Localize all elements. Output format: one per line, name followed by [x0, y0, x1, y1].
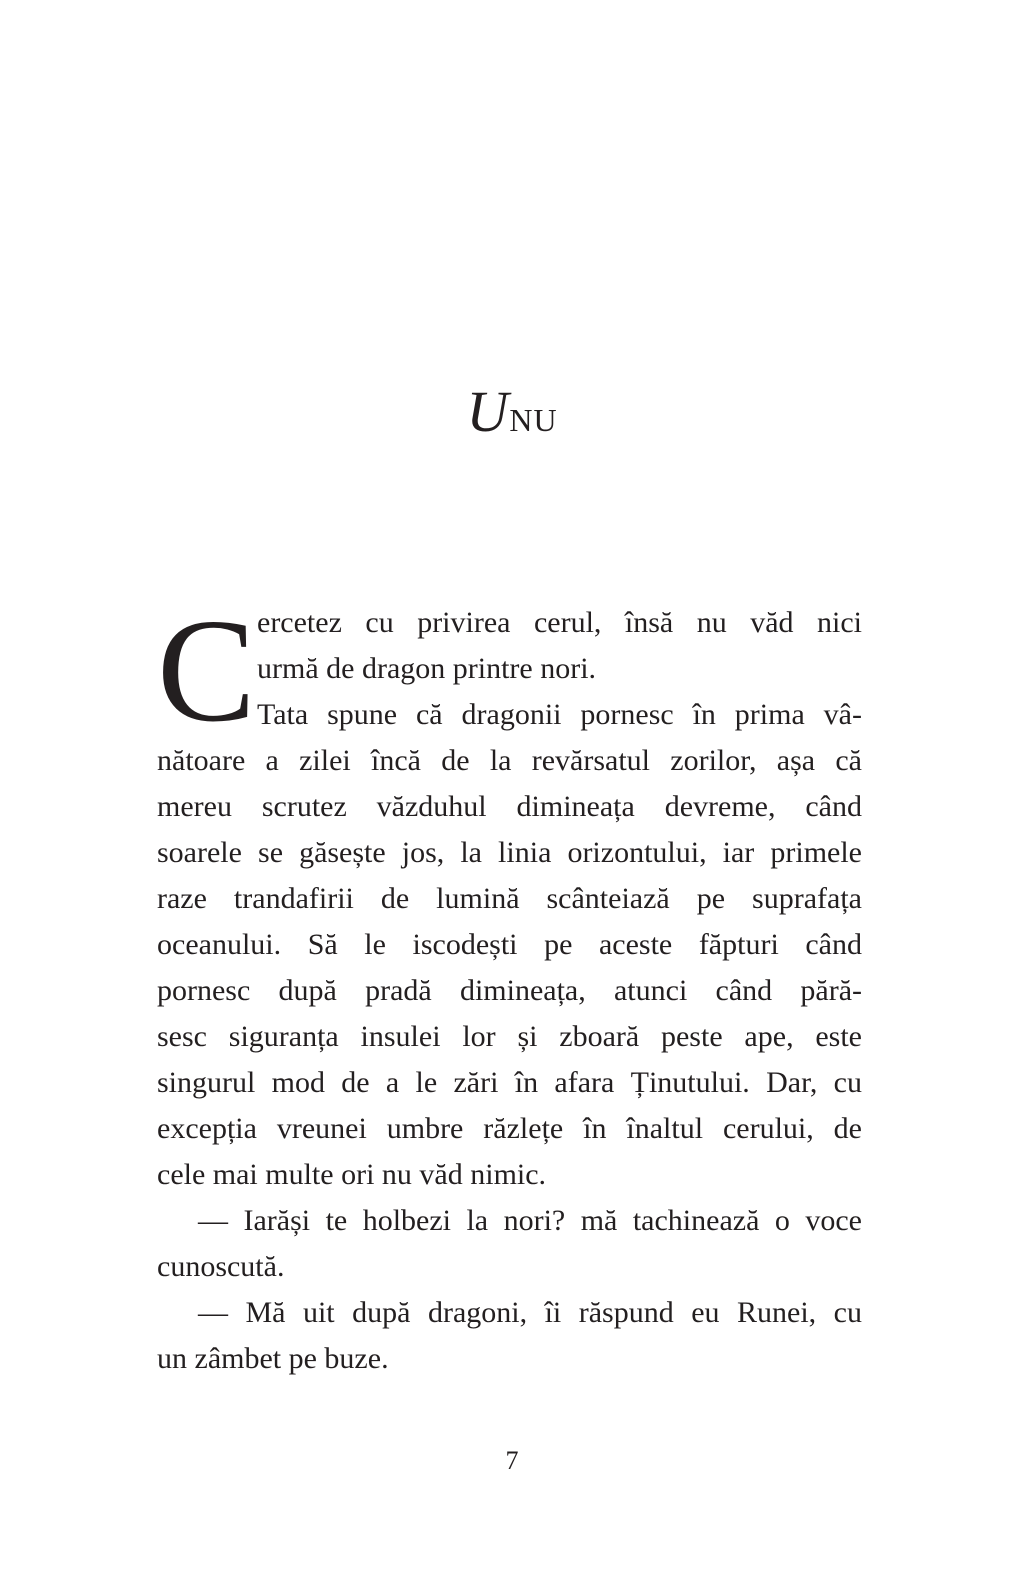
text-line: Tata spune că dragonii pornesc în prima vâ-	[257, 698, 862, 731]
text-line: ercetez cu privirea cerul, însă nu văd nici	[257, 606, 862, 639]
text-line: raze trandafirii de lumină scânteiază pe suprafața	[157, 882, 862, 915]
text-line: un zâmbet pe buze.	[157, 1342, 389, 1375]
text-line: soarele se găsește jos, la linia orizontului, iar primele	[157, 836, 862, 869]
chapter-title-rest: nu	[509, 390, 558, 441]
page-number: 7	[505, 1446, 519, 1475]
text-line: urmă de dragon printre nori.	[257, 652, 597, 685]
chapter-title-initial: U	[466, 379, 510, 444]
text-line: nătoare a zilei încă de la revărsatul zorilor, așa că	[157, 744, 862, 777]
text-line: cele mai multe ori nu văd nimic.	[157, 1158, 547, 1191]
text-line: oceanului. Să le iscodești pe aceste făpturi când	[157, 928, 862, 961]
text-line: mereu scrutez văzduhul dimineața devreme, când	[157, 790, 862, 823]
dialogue-line: — Mă uit după dragoni, îi răspund eu Runei, cu	[198, 1296, 862, 1329]
text-line: cunoscută.	[157, 1250, 285, 1283]
body-text	[157, 589, 862, 1382]
text-line: sesc siguranța insulei lor și zboară peste ape, este	[157, 1020, 862, 1053]
drop-cap: C	[157, 589, 256, 753]
chapter-title	[0, 378, 1024, 445]
text-line: singurul mod de a le zări în afara Ținutului. Dar, cu	[157, 1066, 862, 1099]
dialogue-line: — Iarăși te holbezi la nori? mă tachinează o voce	[198, 1204, 862, 1237]
text-line: pornesc după pradă dimineața, atunci când pără-	[157, 974, 862, 1007]
text-line: excepția vreunei umbre răzlețe în înaltul cerului, de	[157, 1112, 862, 1145]
